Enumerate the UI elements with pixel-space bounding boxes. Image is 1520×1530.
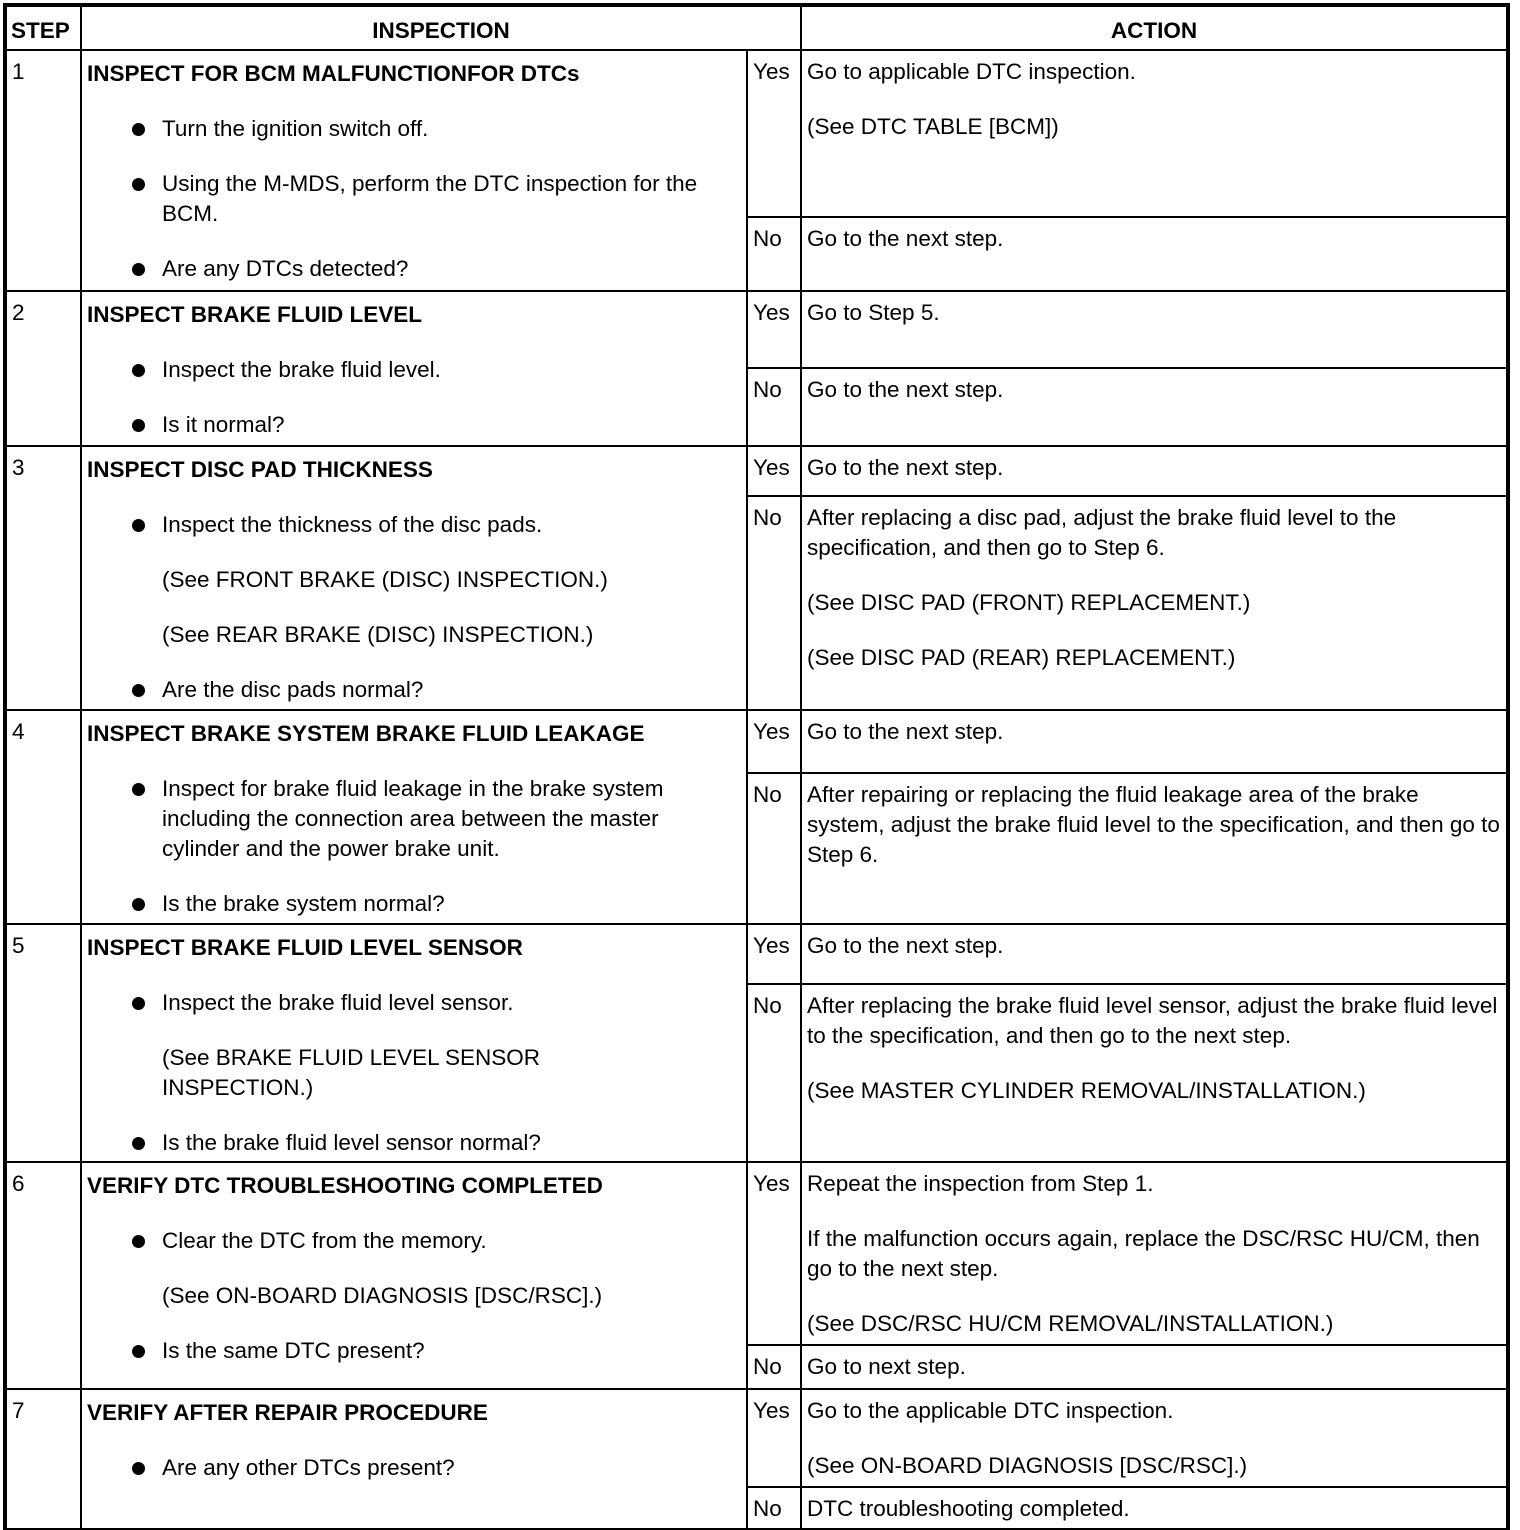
no-action xyxy=(801,984,1507,1162)
action-text: Go to the applicable DTC inspection. xyxy=(807,1398,1174,1423)
yes-action xyxy=(801,291,1507,368)
step-number: 5 xyxy=(6,924,81,1162)
bullet-item: Are any DTCs detected? xyxy=(87,254,741,284)
bullet-item: Is the brake fluid level sensor normal? xyxy=(87,1128,741,1158)
yes-label: Yes xyxy=(747,446,801,496)
step-6-inspection xyxy=(81,1162,747,1389)
step-title: INSPECT FOR BCM MALFUNCTIONFOR DTCs xyxy=(87,61,580,86)
no-label: No xyxy=(747,1345,801,1389)
action-reference: (See DSC/RSC HU/CM REMOVAL/INSTALLATION.) xyxy=(807,1311,1334,1336)
action-reference: (See ON-BOARD DIAGNOSIS [DSC/RSC].) xyxy=(807,1453,1248,1478)
action-reference: (See DTC TABLE [BCM]) xyxy=(807,114,1059,139)
step-1-inspection xyxy=(81,50,747,291)
action-text: Go to applicable DTC inspection. xyxy=(807,59,1136,84)
action-text: Go to the next step. xyxy=(807,455,1004,480)
action-text: If the malfunction occurs again, replace the DSC/RSC HU/CM, then go to the next step. xyxy=(807,1226,1480,1281)
bullet-item: Are the disc pads normal? xyxy=(87,675,741,705)
step-title: INSPECT BRAKE SYSTEM BRAKE FLUID LEAKAGE xyxy=(87,721,645,746)
action-text: Go to the next step. xyxy=(807,719,1004,744)
step-title: VERIFY AFTER REPAIR PROCEDURE xyxy=(87,1400,488,1425)
bullet-item: Turn the ignition switch off. xyxy=(87,114,741,144)
action-reference: (See DISC PAD (FRONT) REPLACEMENT.) xyxy=(807,590,1251,615)
no-label: No xyxy=(747,984,801,1162)
step-5-yes-row xyxy=(6,924,1507,984)
header-inspection: INSPECTION xyxy=(81,6,801,50)
step-title: INSPECT BRAKE FLUID LEVEL SENSOR xyxy=(87,935,523,960)
action-text: Go to the next step. xyxy=(807,377,1004,402)
reference-text: (See FRONT BRAKE (DISC) INSPECTION.) xyxy=(162,567,608,592)
action-text: DTC troubleshooting completed. xyxy=(807,1496,1130,1521)
action-text: Go to the next step. xyxy=(807,933,1004,958)
bullet-item: Are any other DTCs present? xyxy=(87,1453,741,1483)
step-number: 1 xyxy=(6,50,81,291)
no-action xyxy=(801,1345,1507,1389)
header-row xyxy=(6,6,1507,50)
action-text: After replacing the brake fluid level sensor, adjust the brake fluid level to the specification, and then go to the next step. xyxy=(807,993,1498,1048)
step-number: 2 xyxy=(6,291,81,446)
yes-label: Yes xyxy=(747,1162,801,1345)
yes-action xyxy=(801,710,1507,773)
step-3-yes-row xyxy=(6,446,1507,496)
yes-action xyxy=(801,1162,1507,1345)
yes-label: Yes xyxy=(747,291,801,368)
bullet-item: Inspect the thickness of the disc pads. xyxy=(87,510,741,540)
step-4-inspection xyxy=(81,710,747,924)
action-text: Repeat the inspection from Step 1. xyxy=(807,1171,1154,1196)
step-7-inspection xyxy=(81,1389,747,1529)
no-label: No xyxy=(747,773,801,924)
step-4-yes-row xyxy=(6,710,1507,773)
header-step: STEP xyxy=(6,6,81,50)
yes-action xyxy=(801,446,1507,496)
bullet-item: Is it normal? xyxy=(87,410,741,440)
action-reference: (See MASTER CYLINDER REMOVAL/INSTALLATION.) xyxy=(807,1078,1366,1103)
bullet-item: Inspect for brake fluid leakage in the brake system including the connection area between the master cylinder and the power brake unit. xyxy=(87,774,741,864)
step-title: VERIFY DTC TROUBLESHOOTING COMPLETED xyxy=(87,1173,603,1198)
bullet-item: Inspect the brake fluid level. xyxy=(87,355,741,385)
yes-label: Yes xyxy=(747,924,801,984)
yes-action xyxy=(801,50,1507,217)
no-action xyxy=(801,368,1507,446)
yes-label: Yes xyxy=(747,1389,801,1487)
no-label: No xyxy=(747,368,801,446)
bullet-item: Using the M-MDS, perform the DTC inspection for the BCM. xyxy=(87,169,741,229)
no-label: No xyxy=(747,217,801,291)
bullet-item: Is the same DTC present? xyxy=(87,1336,741,1366)
step-1-yes-row xyxy=(6,50,1507,217)
action-text: Go to next step. xyxy=(807,1354,966,1379)
step-title: INSPECT BRAKE FLUID LEVEL xyxy=(87,302,423,327)
step-3-inspection xyxy=(81,446,747,710)
reference-text: (See REAR BRAKE (DISC) INSPECTION.) xyxy=(162,622,594,647)
step-2-inspection xyxy=(81,291,747,446)
reference-text: (See BRAKE FLUID LEVEL SENSOR INSPECTION.) xyxy=(162,1045,541,1100)
no-action xyxy=(801,217,1507,291)
no-label: No xyxy=(747,496,801,710)
step-title: INSPECT DISC PAD THICKNESS xyxy=(87,457,433,482)
step-2-yes-row xyxy=(6,291,1507,368)
bullet-item: Is the brake system normal? xyxy=(87,889,741,919)
action-text: Go to the next step. xyxy=(807,226,1004,251)
bullet-item: Inspect the brake fluid level sensor. xyxy=(87,988,741,1018)
no-action xyxy=(801,496,1507,710)
action-reference: (See DISC PAD (REAR) REPLACEMENT.) xyxy=(807,645,1236,670)
action-text: After replacing a disc pad, adjust the brake fluid level to the specification, and then go to Step 6. xyxy=(807,505,1397,560)
no-action xyxy=(801,773,1507,924)
step-number: 6 xyxy=(6,1162,81,1389)
step-7-yes-row xyxy=(6,1389,1507,1487)
step-5-inspection xyxy=(81,924,747,1162)
yes-label: Yes xyxy=(747,710,801,773)
yes-action xyxy=(801,1389,1507,1487)
action-text: Go to Step 5. xyxy=(807,300,940,325)
no-label: No xyxy=(747,1487,801,1529)
step-6-yes-row xyxy=(6,1162,1507,1345)
action-text: After repairing or replacing the fluid leakage area of the brake system, adjust the brake fluid level to the specification, and then go to Step 6. xyxy=(807,782,1500,867)
yes-action xyxy=(801,924,1507,984)
bullet-item: Clear the DTC from the memory. xyxy=(87,1226,741,1256)
step-number: 4 xyxy=(6,710,81,924)
step-number: 7 xyxy=(6,1389,81,1529)
no-action xyxy=(801,1487,1507,1529)
troubleshooting-table xyxy=(5,5,1508,1530)
step-number: 3 xyxy=(6,446,81,710)
header-action: ACTION xyxy=(801,6,1507,50)
yes-label: Yes xyxy=(747,50,801,217)
reference-text: (See ON-BOARD DIAGNOSIS [DSC/RSC].) xyxy=(162,1283,603,1308)
